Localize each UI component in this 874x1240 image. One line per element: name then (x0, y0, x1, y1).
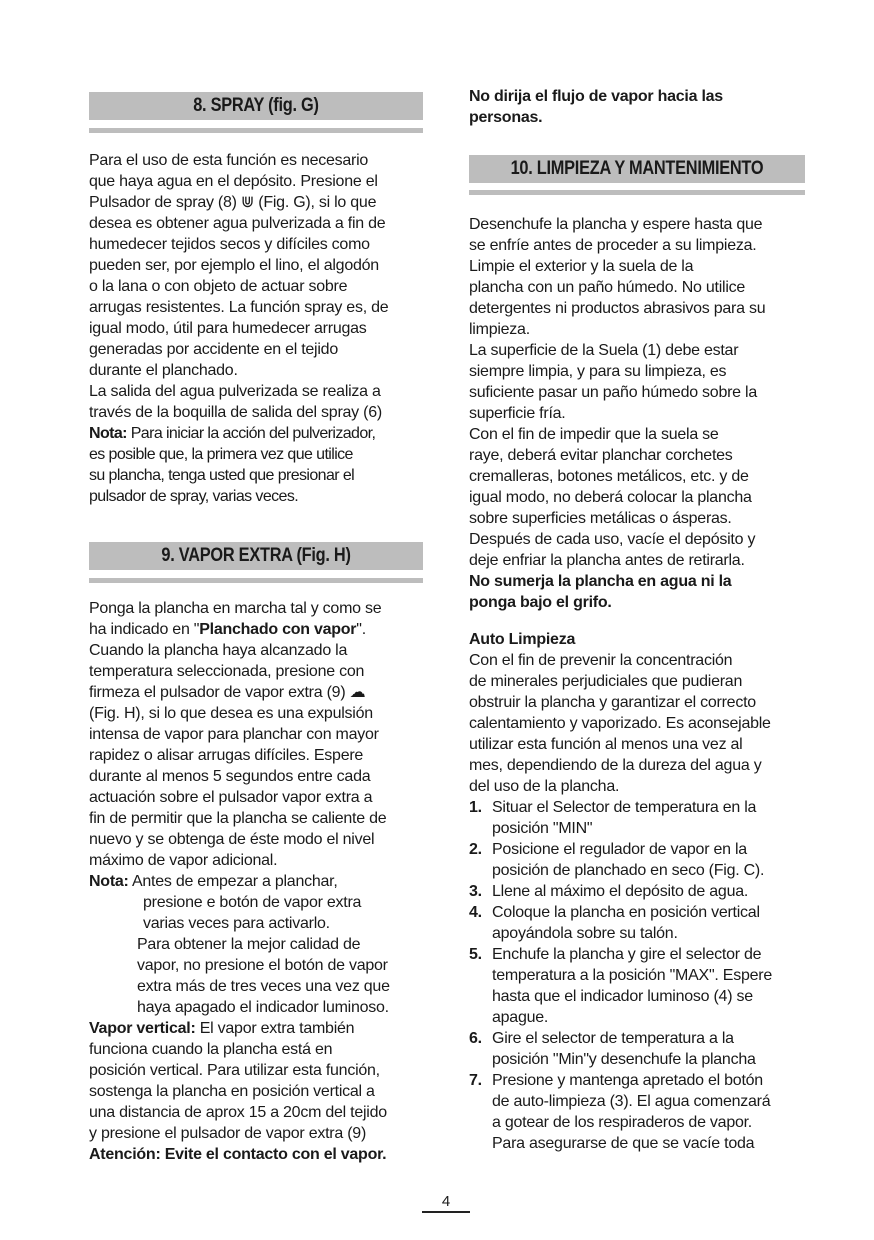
text-run: Vapor vertical: (89, 1020, 196, 1037)
divider (89, 578, 423, 583)
text-line: su plancha, tenga usted que presionar el (89, 467, 355, 484)
text-line (469, 944, 809, 965)
section-9-body (89, 598, 429, 1165)
text-line: detergentes ni productos abrasivos para su (469, 300, 766, 317)
text-line: pulsador de spray, varias veces. (89, 488, 299, 505)
text-run: Posicione el regulador de vapor en la (492, 841, 747, 858)
divider (469, 190, 805, 195)
text-line: La salida del agua pulverizada se realiza a (89, 383, 381, 400)
section-8-title: 8. SPRAY (fig. G) (193, 95, 319, 116)
text-line (469, 881, 809, 902)
text-line: temperatura a la posición "MAX". Espere (492, 967, 772, 984)
text-line: deje enfriar la plancha antes de retirarla. (469, 552, 745, 569)
text-run: Auto Limpieza (469, 631, 576, 648)
text-line: Cuando la plancha haya alcanzado la (89, 642, 348, 659)
text-line (469, 1070, 809, 1091)
text-line: Desenchufe la plancha y espere hasta que (469, 216, 763, 233)
text-run: ha indicado en " (89, 621, 200, 638)
text-run: Planchado con vapor (199, 621, 357, 638)
text-line (469, 571, 809, 592)
text-line (89, 423, 429, 444)
section-8-body (89, 150, 429, 507)
text-line: y presione el pulsador de vapor extra (9) (89, 1125, 367, 1142)
text-run: Enchufe la plancha y gire el selector de (492, 946, 762, 963)
text-run: Llene al máximo el depósito de agua. (492, 883, 749, 900)
text-line: de auto-limpieza (3). El agua comenzará (492, 1093, 771, 1110)
text-line: varias veces para activarlo. (143, 915, 330, 932)
text-run: Atención: Evite el contacto con el vapor. (89, 1146, 387, 1163)
text-line: raye, deberá evitar planchar corchetes (469, 447, 733, 464)
text-line: apague. (492, 1009, 549, 1026)
list-number: 1. (469, 799, 482, 816)
text-run: Presione y mantenga apretado el botón (492, 1072, 763, 1089)
text-run: ". (356, 621, 366, 638)
text-line: Con el fin de prevenir la concentración (469, 652, 733, 669)
text-run: No dirija el flujo de vapor hacia las (469, 88, 723, 105)
text-line (469, 839, 809, 860)
text-line: posición de planchado en seco (Fig. C). (492, 862, 765, 879)
text-line: través de la boquilla de salida del spray (6) (89, 404, 382, 421)
text-line: obstruir la plancha y garantizar el correcto (469, 694, 756, 711)
text-run: El vapor extra también (195, 1020, 355, 1037)
text-line: limpieza. (469, 321, 530, 338)
section-9-header (89, 542, 423, 570)
text-line (469, 86, 809, 107)
text-line: superficie fría. (469, 405, 566, 422)
text-line: posición "MIN" (492, 820, 593, 837)
section-10-body (469, 214, 809, 613)
text-run: Nota: (89, 873, 129, 890)
text-run: Gire el selector de temperatura a la (492, 1030, 734, 1047)
text-line: mes, dependiendo de la dureza del agua y (469, 757, 762, 774)
text-line: es posible que, la primera vez que utilice (89, 446, 353, 463)
text-line: desea es obtener agua pulverizada a fin de (89, 215, 386, 232)
list-number: 5. (469, 946, 482, 963)
warning-text (469, 86, 809, 128)
text-line: pueden ser, por ejemplo el lino, el algodón (89, 257, 379, 274)
section-9-title: 9. VAPOR EXTRA (Fig. H) (161, 545, 351, 566)
text-line: se enfríe antes de proceder a su limpieza. (469, 237, 757, 254)
text-line: plancha con un paño húmedo. No utilice (469, 279, 746, 296)
section-10-title: 10. LIMPIEZA Y MANTENIMIENTO (510, 158, 764, 179)
list-number: 6. (469, 1030, 482, 1047)
text-line (469, 629, 809, 650)
text-line: sobre superficies metálicas o ásperas. (469, 510, 732, 527)
text-line (469, 592, 809, 613)
text-line: de minerales perjudiciales que pudieran (469, 673, 743, 690)
section-8-header (89, 92, 423, 120)
text-line: o la lana o con objeto de actuar sobre (89, 278, 348, 295)
text-run: Nota: (89, 425, 127, 442)
divider (89, 128, 423, 133)
list-number: 2. (469, 841, 482, 858)
text-line: (Fig. H), si lo que desea es una expulsión (89, 705, 373, 722)
text-line: extra más de tres veces una vez que (137, 978, 390, 995)
text-line: Ponga la plancha en marcha tal y como se (89, 600, 382, 617)
text-line: presione e botón de vapor extra (143, 894, 362, 911)
text-line: apoyándola sobre su talón. (492, 925, 678, 942)
text-line: generadas por accidente en el tejido (89, 341, 338, 358)
text-line: sostenga la plancha en posición vertical a (89, 1083, 375, 1100)
text-line: fin de permitir que la plancha se caliente de (89, 810, 387, 827)
text-line: humedecer tejidos secos y difíciles como (89, 236, 370, 253)
text-line: arrugas resistentes. La función spray es, de (89, 299, 389, 316)
text-line: nuevo y se obtenga de éste modo el nivel (89, 831, 375, 848)
text-line (89, 619, 429, 640)
text-line: Pulsador de spray (8) ⋓ (Fig. G), si lo que (89, 194, 377, 211)
text-line: que haya agua en el depósito. Presione el (89, 173, 378, 190)
text-run: Antes de empezar a planchar, (128, 873, 338, 890)
text-line: firmeza el pulsador de vapor extra (9) ☁ (89, 684, 366, 701)
text-line: Para obtener la mejor calidad de (137, 936, 361, 953)
text-line: una distancia de aprox 15 a 20cm del tejido (89, 1104, 387, 1121)
text-line: Después de cada uso, vacíe el depósito y (469, 531, 756, 548)
text-line: funciona cuando la plancha está en (89, 1041, 333, 1058)
text-line: Para asegurarse de que se vacíe toda (492, 1135, 755, 1152)
text-run: personas. (469, 109, 543, 126)
text-line: durante al menos 5 segundos entre cada (89, 768, 371, 785)
text-run: No sumerja la plancha en agua ni la (469, 573, 732, 590)
text-run: ponga bajo el grifo. (469, 594, 612, 611)
text-line: Limpie el exterior y la suela de la (469, 258, 694, 275)
text-line: Para el uso de esta función es necesario (89, 152, 369, 169)
text-line: utilizar esta función al menos una vez al (469, 736, 743, 753)
text-run: Situar el Selector de temperatura en la (492, 799, 757, 816)
text-line (469, 107, 809, 128)
text-line: intensa de vapor para planchar con mayor (89, 726, 379, 743)
text-line: posición vertical. Para utilizar esta función, (89, 1062, 380, 1079)
list-number: 7. (469, 1072, 482, 1089)
text-line (89, 871, 429, 892)
text-line: Con el fin de impedir que la suela se (469, 426, 719, 443)
text-line: máximo de vapor adicional. (89, 852, 278, 869)
text-line: durante el planchado. (89, 362, 238, 379)
text-line: siempre limpia, y para su limpieza, es (469, 363, 727, 380)
text-line: igual modo, útil para humedecer arrugas (89, 320, 367, 337)
text-line: vapor, no presione el botón de vapor (137, 957, 388, 974)
text-line (469, 902, 809, 923)
text-run: Coloque la plancha en posición vertical (492, 904, 760, 921)
text-line: calentamiento y vaporizado. Es aconsejable (469, 715, 771, 732)
text-line (89, 1018, 429, 1039)
text-line (469, 1028, 809, 1049)
auto-limpieza-body (469, 629, 809, 1154)
text-line: posición "Min"y desenchufe la plancha (492, 1051, 756, 1068)
text-line: cremalleras, botones metálicos, etc. y de (469, 468, 749, 485)
text-line: igual modo, no deberá colocar la plancha (469, 489, 752, 506)
text-line: temperatura seleccionada, presione con (89, 663, 365, 680)
text-line: del uso de la plancha. (469, 778, 620, 795)
text-run: Para iniciar la acción del pulverizador, (126, 425, 376, 442)
text-line (469, 797, 809, 818)
section-10-header (469, 155, 805, 183)
text-line: actuación sobre el pulsador vapor extra a (89, 789, 373, 806)
list-number: 4. (469, 904, 482, 921)
page-number: 4 (422, 1193, 470, 1213)
text-line: haya apagado el indicador luminoso. (137, 999, 389, 1016)
list-number: 3. (469, 883, 482, 900)
text-line: suficiente pasar un paño húmedo sobre la (469, 384, 757, 401)
text-line: a gotear de los respiraderos de vapor. (492, 1114, 752, 1131)
text-line: hasta que el indicador luminoso (4) se (492, 988, 753, 1005)
text-line (89, 1144, 429, 1165)
text-line: rapidez o alisar arrugas difíciles. Espere (89, 747, 364, 764)
text-line: La superficie de la Suela (1) debe estar (469, 342, 739, 359)
